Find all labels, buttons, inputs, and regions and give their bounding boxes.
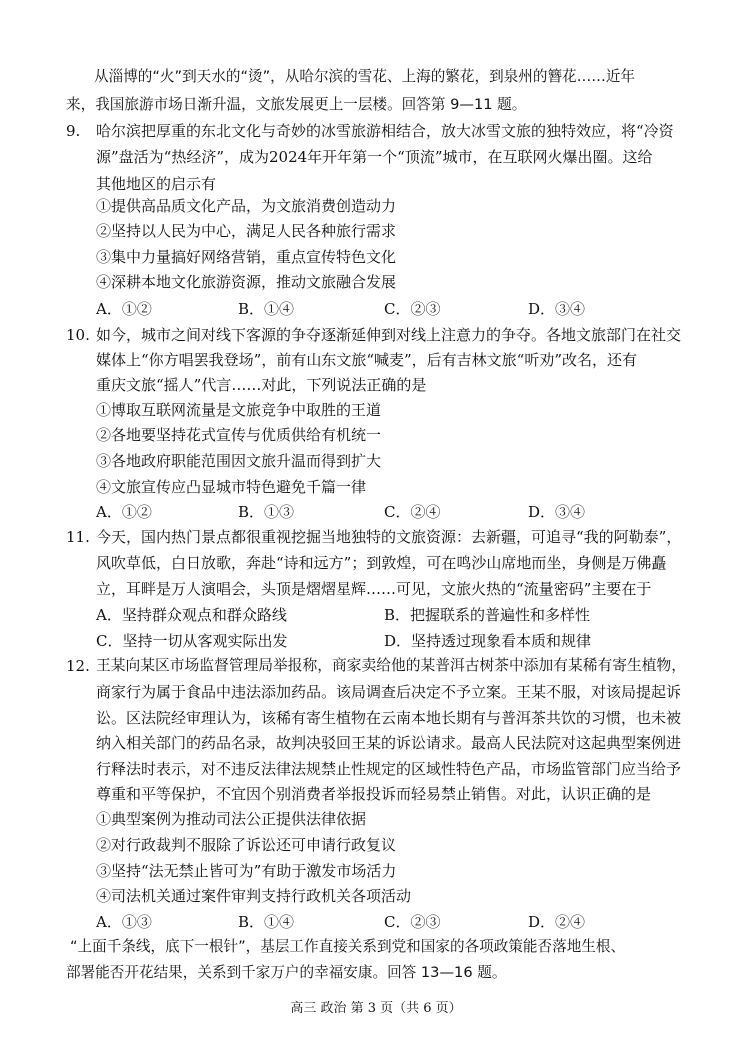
intro-line: “上面千条线，底下一根针”，基层工作直接关系到党和国家的各项政策能否落地生根、 bbox=[70, 938, 626, 955]
page-footer: 高三 政治 第 3 页（共 6 页） bbox=[290, 1001, 462, 1016]
question-stem-line: 如今，城市之间对线下客源的争夺逐渐延伸到对线上注意力的争夺。各地文旅部门在社交 bbox=[96, 326, 682, 344]
answer-option-a[interactable]: A．①② bbox=[96, 300, 152, 318]
question-stem-line: 媒体上“你方唱罢我登场”，前有山东文旅“喊麦”，后有吉林文旅“听劝”改名，还有 bbox=[96, 351, 638, 369]
statement-item: ②坚持以人民为中心，满足人民各种旅行需求 bbox=[96, 222, 397, 240]
question-stem-line: 风吹草低，白日放歌，奔赴“诗和远方”；到敦煌，可在鸣沙山席地而坐，身侧是万佛矗 bbox=[96, 554, 667, 572]
statement-item: ②对行政裁判不服除了诉讼还可申请行政复议 bbox=[96, 836, 397, 854]
statement-item: ④文旅宣传应凸显城市特色避免千篇一律 bbox=[96, 478, 367, 496]
question-stem-line: 哈尔滨把厚重的东北文化与奇妙的冰雪旅游相结合，放大冰雪文旅的独特效应，将“冷资 bbox=[96, 122, 674, 140]
question-stem-line: 纳入相关部门的药品名录，故判决驳回王某的诉讼请求。最高人民法院对这起典型案例进 bbox=[96, 734, 682, 752]
answer-option-c[interactable]: C．②③ bbox=[384, 913, 441, 931]
answer-option-b[interactable]: B．①③ bbox=[238, 503, 295, 521]
question-number: 12. bbox=[66, 657, 90, 675]
answer-option-d[interactable]: D．②④ bbox=[528, 913, 586, 931]
question-stem-line: 尊重和平等保护，不宜因个别消费者举报投诉而轻易禁止销售。对此，认识正确的是 bbox=[96, 785, 652, 803]
statement-item: ①典型案例为推动司法公正提供法律依据 bbox=[96, 810, 367, 828]
question-number: 9. bbox=[66, 122, 81, 140]
question-stem-line: 立，耳畔是万人演唱会，头顶是熠熠星辉……可见，文旅火热的“流量密码”主要在于 bbox=[96, 580, 652, 598]
statement-item: ④司法机关通过案件审判支持行政机关各项活动 bbox=[96, 887, 412, 905]
answer-option-b[interactable]: B．①④ bbox=[238, 300, 295, 318]
question-stem-line: 重庆文旅“摇人”代言……对此，下列说法正确的是 bbox=[96, 376, 427, 394]
intro-line: 从淄博的“火”到天水的“烫”，从哈尔滨的雪花、上海的繁花，到泉州的簪花……近年 bbox=[94, 68, 636, 85]
answer-option-a[interactable]: A．①② bbox=[96, 503, 152, 521]
answer-option-c[interactable]: C．②④ bbox=[384, 503, 441, 521]
answer-option-b[interactable]: B．①④ bbox=[238, 913, 295, 931]
question-stem-line: 讼。区法院经审理认为，该稀有寄生植物在云南本地长期有与普洱茶共饮的习惯，也未被 bbox=[96, 709, 682, 727]
question-stem-line: 源”盘活为“热经济”，成为2024年开年第一个“顶流”城市，在互联网火爆出圈。这给 bbox=[96, 148, 653, 166]
question-number: 10. bbox=[66, 326, 90, 344]
question-stem-line: 王某向某区市场监督管理局举报称，商家卖给他的某普洱古树茶中添加有某稀有寄生植物， bbox=[96, 657, 686, 674]
question-stem-line: 今天，国内热门景点都很重视挖掘当地独特的文旅资源：去新疆，可追寻“我的阿勒泰”， bbox=[96, 528, 682, 546]
statement-item: ①博取互联网流量是文旅竞争中取胜的王道 bbox=[96, 401, 382, 419]
intro-line: 来，我国旅游市场日渐升温，文旅发展更上一层楼。回答第 9—11 题。 bbox=[66, 96, 527, 113]
statement-item: ③各地政府职能范围因文旅升温而得到扩大 bbox=[96, 452, 382, 470]
statement-item: ②各地要坚持花式宣传与优质供给有机统一 bbox=[96, 426, 382, 444]
answer-option-c[interactable]: C．坚持一切从客观实际出发 bbox=[96, 632, 288, 650]
answer-option-d[interactable]: D．③④ bbox=[528, 300, 586, 318]
question-number: 11. bbox=[66, 528, 90, 546]
answer-option-c[interactable]: C．②③ bbox=[384, 300, 441, 318]
statement-item: ④深耕本地文化旅游资源，推动文旅融合发展 bbox=[96, 273, 397, 291]
answer-option-b[interactable]: B．把握联系的普遍性和多样性 bbox=[384, 606, 591, 624]
answer-option-d[interactable]: D．③④ bbox=[528, 503, 586, 521]
answer-option-a[interactable]: A．坚持群众观点和群众路线 bbox=[96, 606, 287, 624]
answer-option-a[interactable]: A．①③ bbox=[96, 913, 152, 931]
statement-item: ③坚持“法无禁止皆可为”有助于激发市场活力 bbox=[96, 862, 397, 880]
statement-item: ①提供高品质文化产品，为文旅消费创造动力 bbox=[96, 197, 397, 215]
intro-line: 部署能否开花结果，关系到千家万户的幸福安康。回答 13—16 题。 bbox=[66, 964, 507, 981]
question-stem-line: 商家行为属于食品中违法添加药品。该局调查后决定不予立案。王某不服，对该局提起诉 bbox=[96, 683, 682, 701]
answer-option-d[interactable]: D．坚持透过现象看本质和规律 bbox=[384, 632, 592, 650]
question-stem-line: 行释法时表示，对不违反法律法规禁止性规定的区域性特色产品，市场监管部门应当给予 bbox=[96, 760, 682, 778]
statement-item: ③集中力量搞好网络营销，重点宣传特色文化 bbox=[96, 248, 397, 266]
question-stem-line: 其他地区的启示有 bbox=[96, 175, 217, 193]
